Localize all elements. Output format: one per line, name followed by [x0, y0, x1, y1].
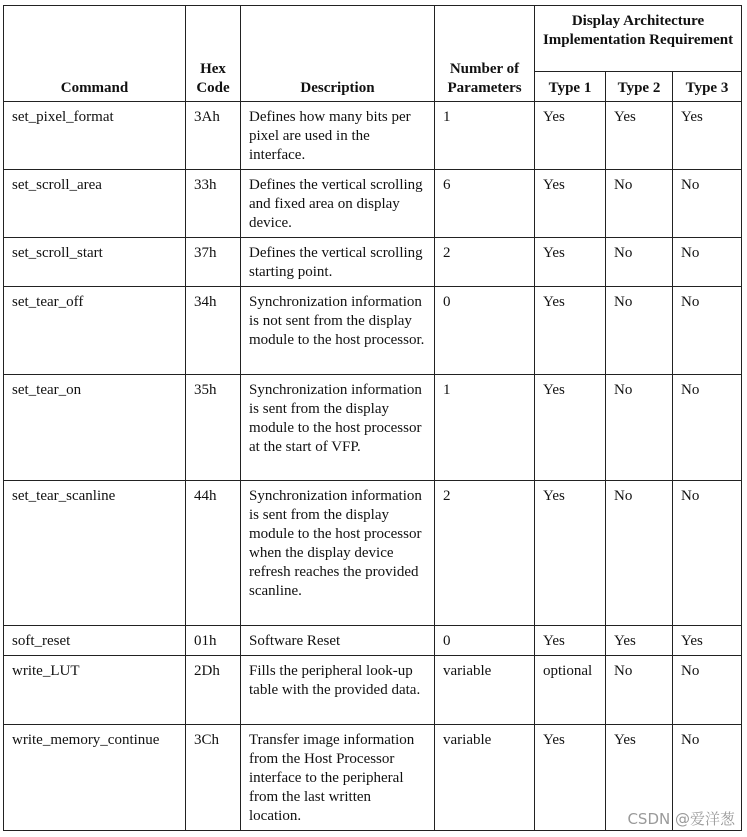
- parameters-cell: variable: [435, 725, 535, 831]
- table-row: [4, 626, 742, 656]
- parameters-cell: 1: [435, 102, 535, 170]
- type-3-cell: No: [673, 481, 742, 626]
- type-3-cell: No: [673, 170, 742, 238]
- command-cell: write_memory_continue: [4, 725, 186, 831]
- description-cell: Software Reset: [241, 626, 435, 656]
- type-3-cell: No: [673, 238, 742, 287]
- command-cell: set_tear_scanline: [4, 481, 186, 626]
- hex-code-cell: 2Dh: [186, 656, 241, 725]
- description-cell: Fills the peripheral look-up table with the provided data.: [241, 656, 435, 725]
- description-cell: Defines the vertical scrolling starting point.: [241, 238, 435, 287]
- header-number-of-parameters: Number of Parameters: [435, 6, 535, 102]
- type-1-cell: Yes: [535, 238, 606, 287]
- header-type-1: Type 1: [535, 72, 606, 102]
- parameters-cell: 0: [435, 626, 535, 656]
- header-description: Description: [241, 6, 435, 102]
- watermark: CSDN @爱洋葱: [627, 810, 735, 828]
- parameters-cell: variable: [435, 656, 535, 725]
- hex-code-cell: 44h: [186, 481, 241, 626]
- hex-code-cell: 33h: [186, 170, 241, 238]
- table-row: [4, 375, 742, 481]
- parameters-cell: 0: [435, 287, 535, 375]
- type-2-cell: Yes: [606, 725, 673, 831]
- hex-code-cell: 3Ch: [186, 725, 241, 831]
- description-cell: Defines how many bits per pixel are used in the interface.: [241, 102, 435, 170]
- type-3-cell: No: [673, 287, 742, 375]
- type-1-cell: Yes: [535, 626, 606, 656]
- type-2-cell: No: [606, 170, 673, 238]
- description-cell: Transfer image information from the Host Processor interface to the peripheral from the last written location.: [241, 725, 435, 831]
- type-2-cell: No: [606, 375, 673, 481]
- command-cell: set_scroll_area: [4, 170, 186, 238]
- type-1-cell: Yes: [535, 375, 606, 481]
- command-table: [3, 5, 742, 831]
- header-hex-code: Hex Code: [186, 6, 241, 102]
- parameters-cell: 2: [435, 481, 535, 626]
- type-3-cell: Yes: [673, 626, 742, 656]
- hex-code-cell: 34h: [186, 287, 241, 375]
- command-cell: soft_reset: [4, 626, 186, 656]
- command-cell: set_tear_on: [4, 375, 186, 481]
- command-cell: set_pixel_format: [4, 102, 186, 170]
- type-2-cell: No: [606, 656, 673, 725]
- type-1-cell: optional: [535, 656, 606, 725]
- hex-code-cell: 3Ah: [186, 102, 241, 170]
- description-cell: Synchronization information is not sent from the display module to the host processor.: [241, 287, 435, 375]
- table-row: [4, 102, 742, 170]
- table-row: [4, 656, 742, 725]
- type-1-cell: Yes: [535, 170, 606, 238]
- type-3-cell: No: [673, 656, 742, 725]
- table-row: [4, 287, 742, 375]
- table-row: [4, 481, 742, 626]
- type-3-cell: Yes: [673, 102, 742, 170]
- header-display-architecture: Display Architecture Implementation Requirement: [535, 6, 742, 72]
- parameters-cell: 6: [435, 170, 535, 238]
- type-2-cell: No: [606, 287, 673, 375]
- type-1-cell: Yes: [535, 725, 606, 831]
- hex-code-cell: 37h: [186, 238, 241, 287]
- description-cell: Synchronization information is sent from the display module to the host processor when the display device refresh reaches the provided scanline.: [241, 481, 435, 626]
- header-type-2: Type 2: [606, 72, 673, 102]
- type-3-cell: No: [673, 725, 742, 831]
- type-2-cell: No: [606, 238, 673, 287]
- type-1-cell: Yes: [535, 287, 606, 375]
- header-command: Command: [4, 6, 186, 102]
- table-row: [4, 238, 742, 287]
- type-3-cell: No: [673, 375, 742, 481]
- description-cell: Defines the vertical scrolling and fixed area on display device.: [241, 170, 435, 238]
- parameters-cell: 1: [435, 375, 535, 481]
- command-cell: set_scroll_start: [4, 238, 186, 287]
- type-1-cell: Yes: [535, 102, 606, 170]
- type-1-cell: Yes: [535, 481, 606, 626]
- type-2-cell: Yes: [606, 626, 673, 656]
- description-cell: Synchronization information is sent from the display module to the host processor at the start of VFP.: [241, 375, 435, 481]
- hex-code-cell: 35h: [186, 375, 241, 481]
- header-type-3: Type 3: [673, 72, 742, 102]
- type-2-cell: No: [606, 481, 673, 626]
- hex-code-cell: 01h: [186, 626, 241, 656]
- parameters-cell: 2: [435, 238, 535, 287]
- command-cell: write_LUT: [4, 656, 186, 725]
- table-row: [4, 170, 742, 238]
- type-2-cell: Yes: [606, 102, 673, 170]
- command-cell: set_tear_off: [4, 287, 186, 375]
